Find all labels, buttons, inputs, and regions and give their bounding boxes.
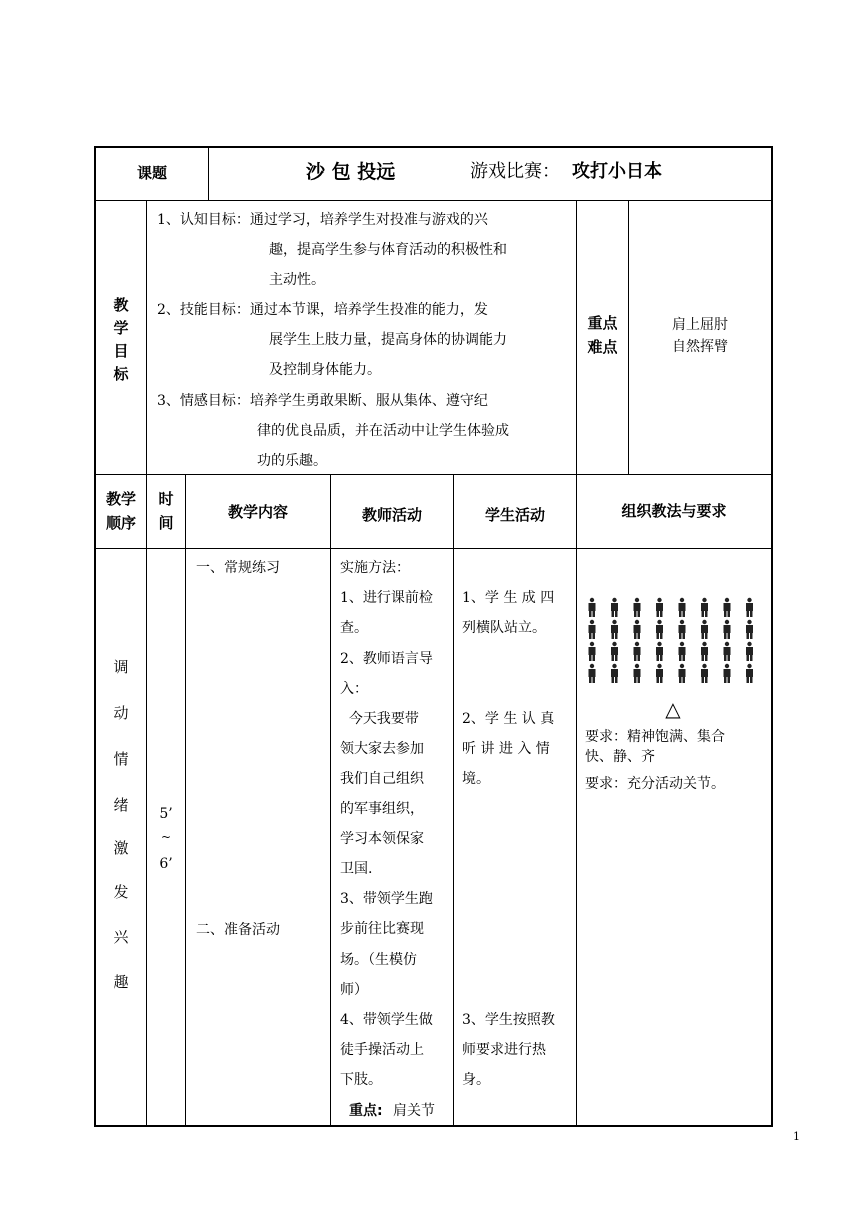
col-divider bbox=[146, 200, 147, 474]
row-divider bbox=[94, 200, 773, 201]
teacher-line: 入： bbox=[340, 681, 368, 697]
student-figure-icon bbox=[589, 598, 596, 617]
col-header-order: 教学 bbox=[105, 490, 136, 508]
teacher-line: 卫国. bbox=[340, 861, 373, 877]
teacher-line: 步前往比赛现 bbox=[340, 921, 424, 937]
student-figure-icon bbox=[589, 642, 596, 661]
student-figure-icon bbox=[724, 620, 731, 639]
col-header-order: 顺序 bbox=[105, 514, 136, 532]
topic-title: 沙 包 投远 bbox=[306, 161, 396, 183]
time-line: 6’ bbox=[159, 856, 173, 872]
student-figure-icon bbox=[634, 642, 641, 661]
teacher-line: 4、带领学生做 bbox=[340, 1012, 433, 1028]
student-figure-icon bbox=[746, 598, 753, 617]
objective-line: 及控制身体能力。 bbox=[269, 362, 381, 378]
row-divider bbox=[94, 548, 773, 549]
teacher-line: 的军事组织， bbox=[340, 801, 424, 817]
student-figure-icon bbox=[611, 642, 618, 661]
teacher-line: 师） bbox=[340, 982, 368, 998]
objective-line: 律的优良品质，并在活动中让学生体验成 bbox=[257, 423, 509, 439]
teacher-line: 学习本领保家 bbox=[340, 831, 424, 847]
stage-char: 发 bbox=[113, 883, 129, 901]
objective-line: 主动性。 bbox=[269, 272, 325, 288]
method-requirement-1-cont: 快、静、齐 bbox=[585, 749, 655, 765]
col-divider bbox=[576, 474, 577, 1126]
student-figure-icon bbox=[679, 598, 686, 617]
teacher-line: 2、教师语言导 bbox=[340, 651, 433, 667]
student-figure-icon bbox=[656, 642, 663, 661]
student-line: 1、学 生 成 四 bbox=[462, 590, 555, 606]
teacher-line: 3、带领学生跑 bbox=[340, 891, 433, 907]
student-figure-icon bbox=[679, 620, 686, 639]
objectives-label-char: 标 bbox=[113, 365, 129, 383]
student-figure-icon bbox=[611, 598, 618, 617]
stage-char: 绪 bbox=[113, 796, 129, 814]
stage-char: 情 bbox=[113, 750, 129, 768]
objective-line: 展学生上肢力量，提高身体的协调能力 bbox=[269, 332, 507, 348]
student-figure-icon bbox=[724, 664, 731, 683]
col-header-method: 组织教法与要求 bbox=[621, 502, 727, 520]
col-header-teacher: 教师活动 bbox=[361, 506, 422, 524]
time-line: 5’ bbox=[159, 806, 173, 822]
objective-line: 2、技能目标：通过本节课，培养学生投准的能力，发 bbox=[157, 302, 488, 318]
topic-label: 课题 bbox=[136, 164, 167, 182]
teacher-line: 领大家去参加 bbox=[340, 741, 424, 757]
stage-char: 调 bbox=[113, 658, 129, 676]
formation-diagram bbox=[580, 590, 766, 722]
student-figure-icon bbox=[724, 598, 731, 617]
game-title: 攻打小日本 bbox=[572, 161, 662, 182]
objective-line: 功的乐趣。 bbox=[257, 453, 327, 469]
student-figure-icon bbox=[656, 664, 663, 683]
student-line: 列横队站立。 bbox=[462, 620, 546, 636]
student-figure-icon bbox=[656, 598, 663, 617]
col-divider bbox=[330, 474, 331, 1126]
student-figure-icon bbox=[724, 642, 731, 661]
col-divider bbox=[453, 474, 454, 1126]
objective-line: 1、认知目标：通过学习，培养学生对投准与游戏的兴 bbox=[157, 212, 488, 228]
teacher-key-label: 重点: bbox=[349, 1103, 383, 1119]
teacher-line: 下肢。 bbox=[340, 1072, 382, 1088]
time-line: ~ bbox=[160, 830, 172, 844]
student-line: 2、学 生 认 真 bbox=[462, 711, 555, 727]
student-figure-icon bbox=[701, 664, 708, 683]
col-header-time: 间 bbox=[158, 514, 174, 532]
student-figure-icon bbox=[634, 620, 641, 639]
student-figure-icon bbox=[746, 642, 753, 661]
student-figure-icon bbox=[656, 620, 663, 639]
stage-char: 兴 bbox=[113, 928, 129, 946]
key-points-content-line: 肩上屈肘 bbox=[672, 317, 728, 333]
col-divider bbox=[208, 146, 209, 200]
teacher-line: 查。 bbox=[340, 620, 368, 636]
col-divider bbox=[146, 474, 147, 1126]
objective-line: 3、情感目标：培养学生勇敢果断、服从集体、遵守纪 bbox=[157, 393, 488, 409]
student-figure-icon bbox=[634, 664, 641, 683]
game-label: 游戏比赛： bbox=[470, 161, 560, 182]
col-divider bbox=[185, 474, 186, 1126]
key-points-label-line: 难点 bbox=[587, 338, 618, 356]
stage-char: 动 bbox=[113, 704, 129, 722]
student-line: 听 讲 进 入 情 bbox=[462, 741, 550, 757]
student-figure-icon bbox=[679, 642, 686, 661]
objective-line: 趣，提高学生参与体育活动的积极性和 bbox=[269, 242, 507, 258]
content-warmup: 二、准备活动 bbox=[196, 922, 280, 938]
student-figure-icon bbox=[634, 598, 641, 617]
method-requirement-2: 要求：充分活动关节。 bbox=[585, 776, 725, 792]
student-figure-icon bbox=[589, 664, 596, 683]
stage-char: 激 bbox=[113, 839, 129, 857]
col-header-student: 学生活动 bbox=[484, 506, 545, 524]
key-points-content-line: 自然挥臂 bbox=[672, 339, 728, 355]
student-figure-icon bbox=[679, 664, 686, 683]
student-figure-icon bbox=[701, 598, 708, 617]
student-figure-icon bbox=[701, 620, 708, 639]
student-line: 3、学生按照教 bbox=[462, 1012, 555, 1028]
teacher-position-icon: △ bbox=[665, 697, 681, 721]
student-figure-icon bbox=[746, 620, 753, 639]
teacher-line: 我们自己组织 bbox=[340, 771, 424, 787]
student-line: 身。 bbox=[462, 1072, 490, 1088]
objectives-label-char: 学 bbox=[113, 319, 129, 337]
stage-char: 趣 bbox=[113, 973, 129, 991]
student-figure-icon bbox=[611, 664, 618, 683]
teacher-line: 今天我要带 bbox=[340, 711, 419, 727]
teacher-line: 徒手操活动上 bbox=[340, 1042, 424, 1058]
col-header-time: 时 bbox=[158, 490, 174, 508]
teacher-line: 场。（生模仿 bbox=[340, 952, 417, 968]
method-requirement-1: 要求：精神饱满、集合 bbox=[585, 729, 725, 745]
table-right-border bbox=[771, 146, 773, 1127]
objectives-label-char: 教 bbox=[113, 296, 129, 314]
student-line: 师要求进行热 bbox=[462, 1042, 546, 1058]
teacher-line: 1、进行课前检 bbox=[340, 590, 433, 606]
key-points-label-line: 重点 bbox=[587, 314, 618, 332]
student-line: 境。 bbox=[462, 771, 490, 787]
student-figure-icon bbox=[611, 620, 618, 639]
row-divider bbox=[94, 474, 773, 475]
page-number: 1 bbox=[793, 1130, 800, 1143]
student-figure-icon bbox=[589, 620, 596, 639]
objectives-label-char: 目 bbox=[113, 342, 129, 360]
col-header-content: 教学内容 bbox=[227, 503, 288, 521]
teacher-line: 实施方法： bbox=[340, 560, 410, 576]
student-figure-icon bbox=[746, 664, 753, 683]
table-top-border bbox=[94, 146, 773, 148]
content-routine-practice: 一、常规练习 bbox=[196, 560, 280, 576]
teacher-key-text: 肩关节 bbox=[393, 1103, 435, 1119]
student-figure-icon bbox=[701, 642, 708, 661]
